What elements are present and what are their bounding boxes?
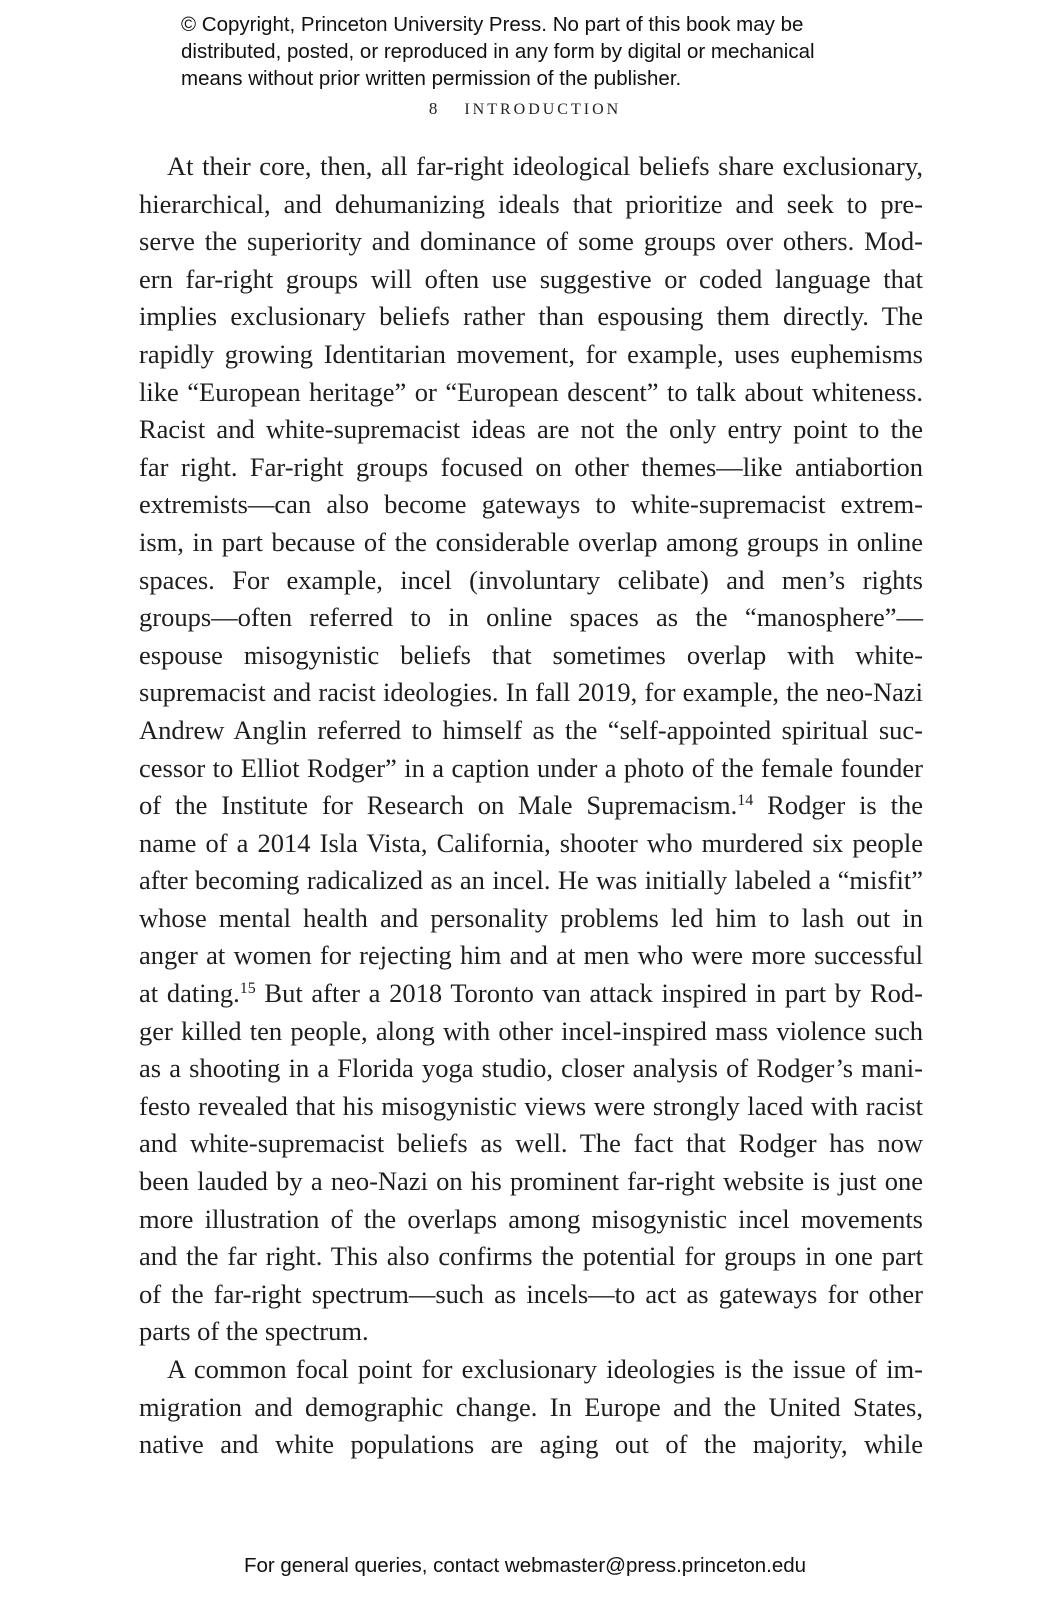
text-line: anger at women for rejecting him and at men who were more successful bbox=[139, 940, 923, 971]
text-line: as a shooting in a Florida yoga studio, closer analysis of Rodger’s mani- bbox=[139, 1053, 923, 1084]
text-line: ism, in part because of the considerable overlap among groups in online bbox=[139, 526, 923, 557]
copyright-notice bbox=[181, 11, 901, 92]
footnote-ref: 15 bbox=[239, 980, 256, 998]
text-line: espouse misogynistic beliefs that sometimes overlap with white- bbox=[139, 639, 923, 670]
text-line: whose mental health and personality problems led him to lash out in bbox=[139, 902, 923, 933]
text-line: Andrew Anglin referred to himself as the “self-appointed spiritual suc- bbox=[139, 714, 923, 745]
text-line: festo revealed that his misogynistic views were strongly laced with racist bbox=[139, 1090, 923, 1121]
running-head bbox=[0, 99, 1050, 119]
text-line: parts of the spectrum. bbox=[139, 1316, 369, 1347]
text-run: Rodger is the bbox=[753, 790, 923, 821]
text-line bbox=[139, 975, 923, 1013]
text-line bbox=[139, 787, 923, 825]
text-line: spaces. For example, incel (involuntary celibate) and men’s rights bbox=[139, 564, 923, 595]
paragraph bbox=[139, 148, 923, 1351]
paragraph bbox=[139, 1351, 923, 1464]
text-line: like “European heritage” or “European descent” to talk about whiteness. bbox=[139, 376, 923, 407]
text-line: after becoming radicalized as an incel. He was initially labeled a “misfit” bbox=[139, 865, 923, 896]
text-line: A common focal point for exclusionary ideologies is the issue of im- bbox=[167, 1354, 923, 1384]
text-line: migration and demographic change. In Europe and the United States, bbox=[139, 1391, 923, 1422]
section-title: INTRODUCTION bbox=[464, 101, 622, 118]
text-line: and white-supremacist beliefs as well. The fact that Rodger has now bbox=[139, 1128, 923, 1159]
text-line: hierarchical, and dehumanizing ideals that prioritize and seek to pre- bbox=[139, 188, 923, 219]
text-line: rapidly growing Identitarian movement, for example, uses euphemisms bbox=[139, 338, 923, 369]
text-line: serve the superiority and dominance of some groups over others. Mod- bbox=[139, 226, 923, 257]
text-line: ern far-right groups will often use suggestive or coded language that bbox=[139, 263, 923, 294]
text-line: Racist and white-supremacist ideas are not the only entry point to the bbox=[139, 414, 923, 445]
text-line: At their core, then, all far-right ideological beliefs share exclusionary, bbox=[167, 151, 923, 181]
text-run: But after a 2018 Toronto van attack inspired in part by Rod- bbox=[255, 978, 923, 1009]
text-line: been lauded by a neo-Nazi on his prominent far-right website is just one bbox=[139, 1166, 923, 1197]
footer-contact: For general queries, contact webmaster@press.princeton.edu bbox=[243, 1554, 807, 1577]
text-line: name of a 2014 Isla Vista, California, shooter who murdered six people bbox=[139, 827, 923, 858]
text-line: of the far-right spectrum—such as incels—to act as gateways for other bbox=[139, 1278, 923, 1309]
text-line: extremists—can also become gateways to white-supremacist extrem- bbox=[139, 489, 923, 520]
text-line: supremacist and racist ideologies. In fall 2019, for example, the neo-Nazi bbox=[139, 677, 923, 708]
copyright-line: © Copyright, Princeton University Press. No part of this book may be bbox=[181, 13, 804, 36]
text-line: native and white populations are aging out of the majority, while bbox=[139, 1429, 923, 1460]
text-line: more illustration of the overlaps among misogynistic incel movements bbox=[139, 1203, 923, 1234]
footnote-ref: 14 bbox=[737, 792, 754, 810]
text-run: at dating. bbox=[139, 978, 240, 1009]
text-run: of the Institute for Research on Male Supremacism. bbox=[139, 790, 738, 821]
text-line: and the far right. This also confirms the potential for groups in one part bbox=[139, 1241, 923, 1272]
text-line: cessor to Elliot Rodger” in a caption under a photo of the female founder bbox=[139, 752, 923, 783]
text-line: far right. Far-right groups focused on other themes—like antiabortion bbox=[139, 451, 923, 482]
text-line: implies exclusionary beliefs rather than espousing them directly. The bbox=[139, 301, 923, 332]
copyright-line: means without prior written permission of the publisher. bbox=[181, 67, 682, 90]
copyright-line: distributed, posted, or reproduced in any form by digital or mechanical bbox=[181, 40, 815, 63]
text-line: ger killed ten people, along with other incel-inspired mass violence such bbox=[139, 1015, 923, 1046]
page-number: 8 bbox=[428, 99, 438, 118]
text-line: groups—often referred to in online spaces as the “manosphere”— bbox=[139, 602, 923, 633]
body-text bbox=[139, 148, 923, 1464]
